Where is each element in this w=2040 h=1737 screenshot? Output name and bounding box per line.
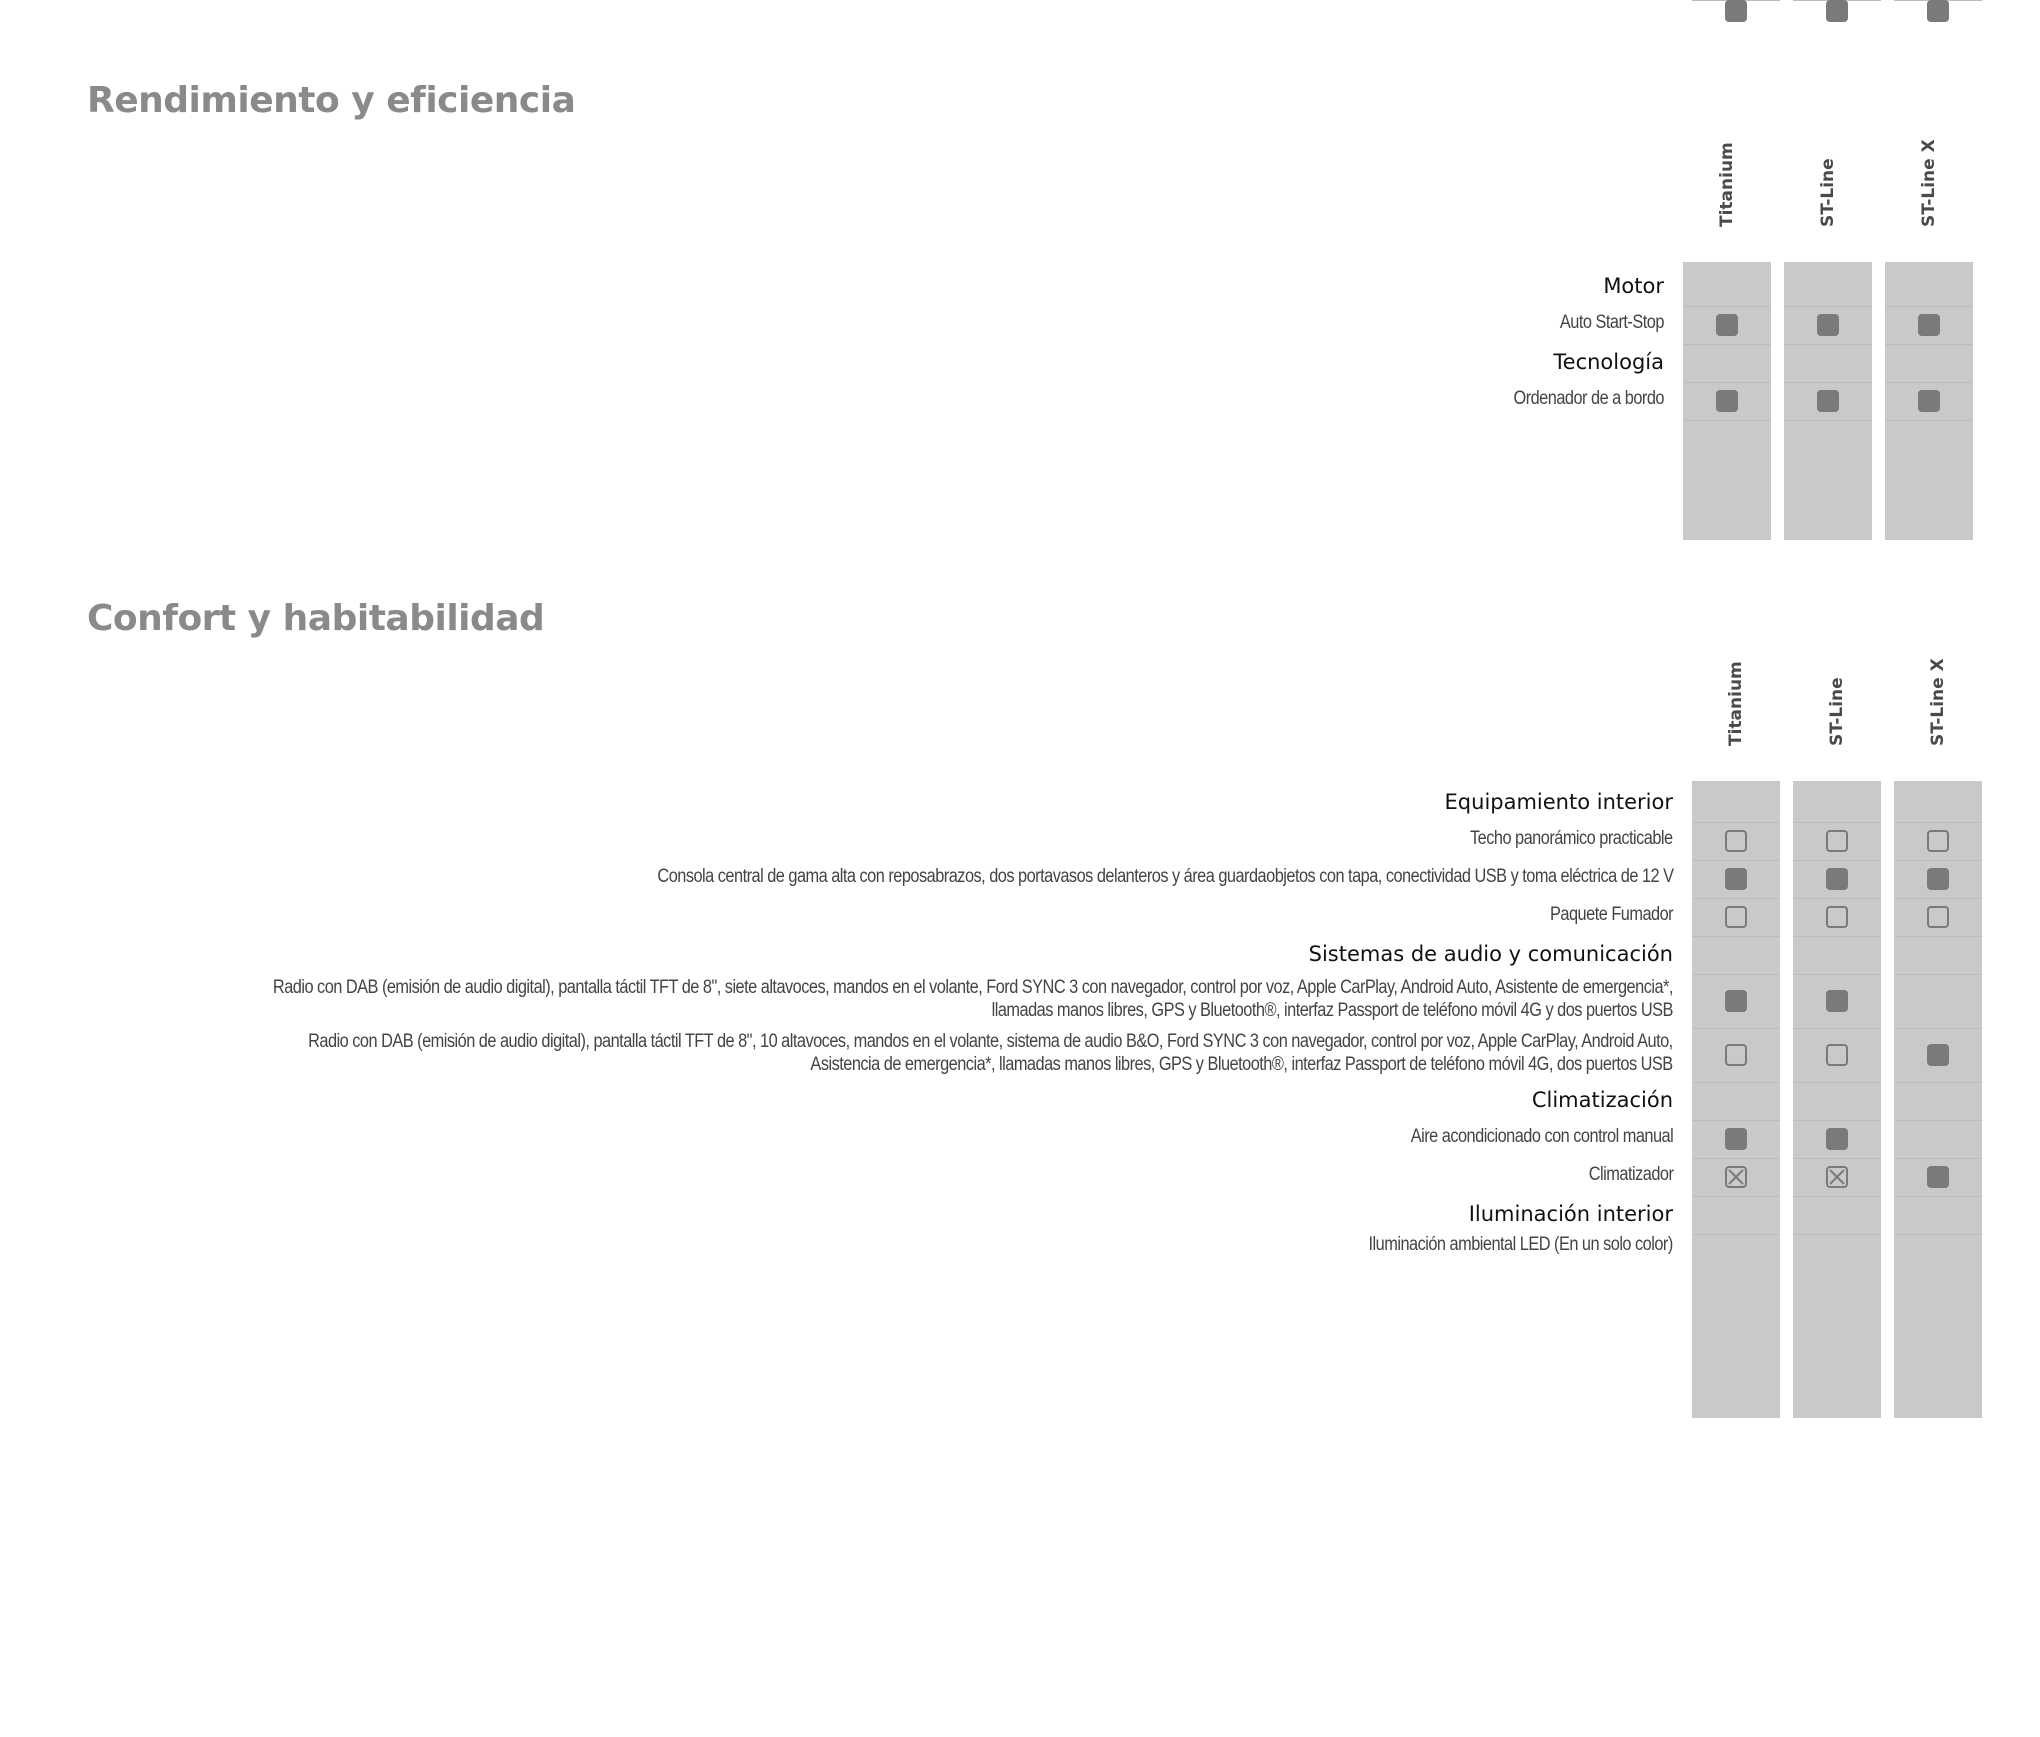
not-available-mark-icon [1725,1166,1747,1188]
row-separator [1692,1158,1780,1159]
feature-label: Techo panorámico practicable [1470,828,1673,849]
optional-mark-icon [1826,1044,1848,1066]
feature-row [0,898,1673,936]
optional-mark-icon [1927,830,1949,852]
standard-mark-icon [1927,1166,1949,1188]
feature-label: Auto Start-Stop [1560,312,1664,333]
feature-label-line: Asistencia de emergencia*, llamadas manos libres, GPS y Bluetooth®, interfaz Passport de teléfono móvil 4G, dos puertos USB [810,1054,1673,1075]
column-header-st-line-x: ST-Line X [1928,658,1948,746]
feature-label [273,976,1673,1022]
column-header-st-line-x: ST-Line X [1919,139,1939,227]
optional-mark-icon [1725,1044,1747,1066]
feature-label: Paquete Fumador [1549,904,1673,925]
row-separator [1793,1028,1881,1029]
column-header-st-line: ST-Line [1827,677,1847,746]
category-row [0,1196,1673,1234]
section-title: Rendimiento y eficiencia [87,80,576,121]
row-separator [1692,898,1780,899]
row-separator [1894,822,1982,823]
row-separator [1692,1234,1780,1235]
optional-mark-icon [1725,830,1747,852]
row-separator [1793,1120,1881,1121]
optional-mark-icon [1826,830,1848,852]
feature-row [0,1158,1673,1196]
feature-label: Ordenador de a bordo [1513,388,1664,409]
row-separator [1894,936,1982,937]
row-separator [1692,860,1780,861]
row-separator [1692,1028,1780,1029]
feature-label [308,1030,1673,1076]
feature-label: Consola central de gama alta con reposabrazos, dos portavasos delanteros y área guardaobjetos con tapa, conectividad USB y toma eléctrica de 12 V [656,866,1673,887]
row-separator [1894,974,1982,975]
feature-row [0,1028,1673,1082]
standard-mark-icon [1927,0,1949,22]
column-header-titanium: Titanium [1726,661,1746,746]
row-separator [1692,1082,1780,1083]
row-separator [1793,898,1881,899]
feature-row [0,822,1673,860]
optional-mark-icon [1826,906,1848,928]
standard-mark-icon [1927,868,1949,890]
standard-mark-icon [1826,0,1848,22]
row-separator [1894,1196,1982,1197]
standard-mark-icon [1725,990,1747,1012]
row-separator [1793,1234,1881,1235]
standard-mark-icon [1725,868,1747,890]
not-available-mark-icon [1826,1166,1848,1188]
standard-mark-icon [1725,0,1747,22]
category-label: Tecnología [1553,350,1664,374]
standard-mark-icon [1826,868,1848,890]
row-separator [1692,1196,1780,1197]
row-separator [1793,822,1881,823]
row-separator [1894,860,1982,861]
row-separator [1894,1158,1982,1159]
category-label: Sistemas de audio y comunicación [1308,942,1673,966]
feature-row [0,1120,1673,1158]
category-row [0,936,1673,974]
standard-mark-icon [1725,1128,1747,1150]
row-separator [1692,974,1780,975]
category-label: Iluminación interior [1468,1202,1673,1226]
standard-mark-icon [1826,1128,1848,1150]
feature-label-line: Radio con DAB (emisión de audio digital), pantalla táctil TFT de 8", siete altavoces, mandos en el volante, Ford SYNC 3 con navegador, control por voz, Apple CarPlay, Android Auto, Asistente de emergencia*, [272,977,1673,998]
row-separator [1793,1196,1881,1197]
category-label: Motor [1603,274,1664,298]
row-separator [1793,936,1881,937]
feature-label: Climatizador [1588,1164,1673,1185]
standard-mark-icon [1927,1044,1949,1066]
category-label: Climatización [1531,1088,1673,1112]
feature-label-line: llamadas manos libres, GPS y Bluetooth®, interfaz Passport de teléfono móvil 4G y dos puertos USB [991,1000,1673,1021]
row-separator [1692,1120,1780,1121]
optional-mark-icon [1927,906,1949,928]
row-separator [1894,898,1982,899]
standard-mark-icon [1826,990,1848,1012]
row-separator [1692,936,1780,937]
feature-row [0,974,1673,1028]
category-row [0,1082,1673,1120]
feature-row [0,860,1673,898]
row-separator [1793,860,1881,861]
category-label: Equipamiento interior [1444,790,1673,814]
row-separator [1692,822,1780,823]
row-separator [1793,1082,1881,1083]
row-separator [1894,1120,1982,1121]
feature-label-line: Radio con DAB (emisión de audio digital), pantalla táctil TFT de 8", 10 altavoces, mandos en el volante, sistema de audio B&O, Ford SYNC 3 con navegador, control por voz, Apple CarPlay, Android Auto, [308,1031,1673,1052]
category-row [0,784,1673,822]
feature-label: Aire acondicionado con control manual [1410,1126,1673,1147]
optional-mark-icon [1725,906,1747,928]
row-separator [1894,1082,1982,1083]
row-separator [1793,974,1881,975]
column-header-titanium: Titanium [1717,142,1737,227]
row-separator [1793,1158,1881,1159]
section-title: Confort y habitabilidad [87,598,545,639]
row-separator [1894,1234,1982,1235]
row-separator [1894,1028,1982,1029]
column-header-st-line: ST-Line [1818,158,1838,227]
feature-label: Iluminación ambiental LED (En un solo color) [1368,1234,1673,1255]
